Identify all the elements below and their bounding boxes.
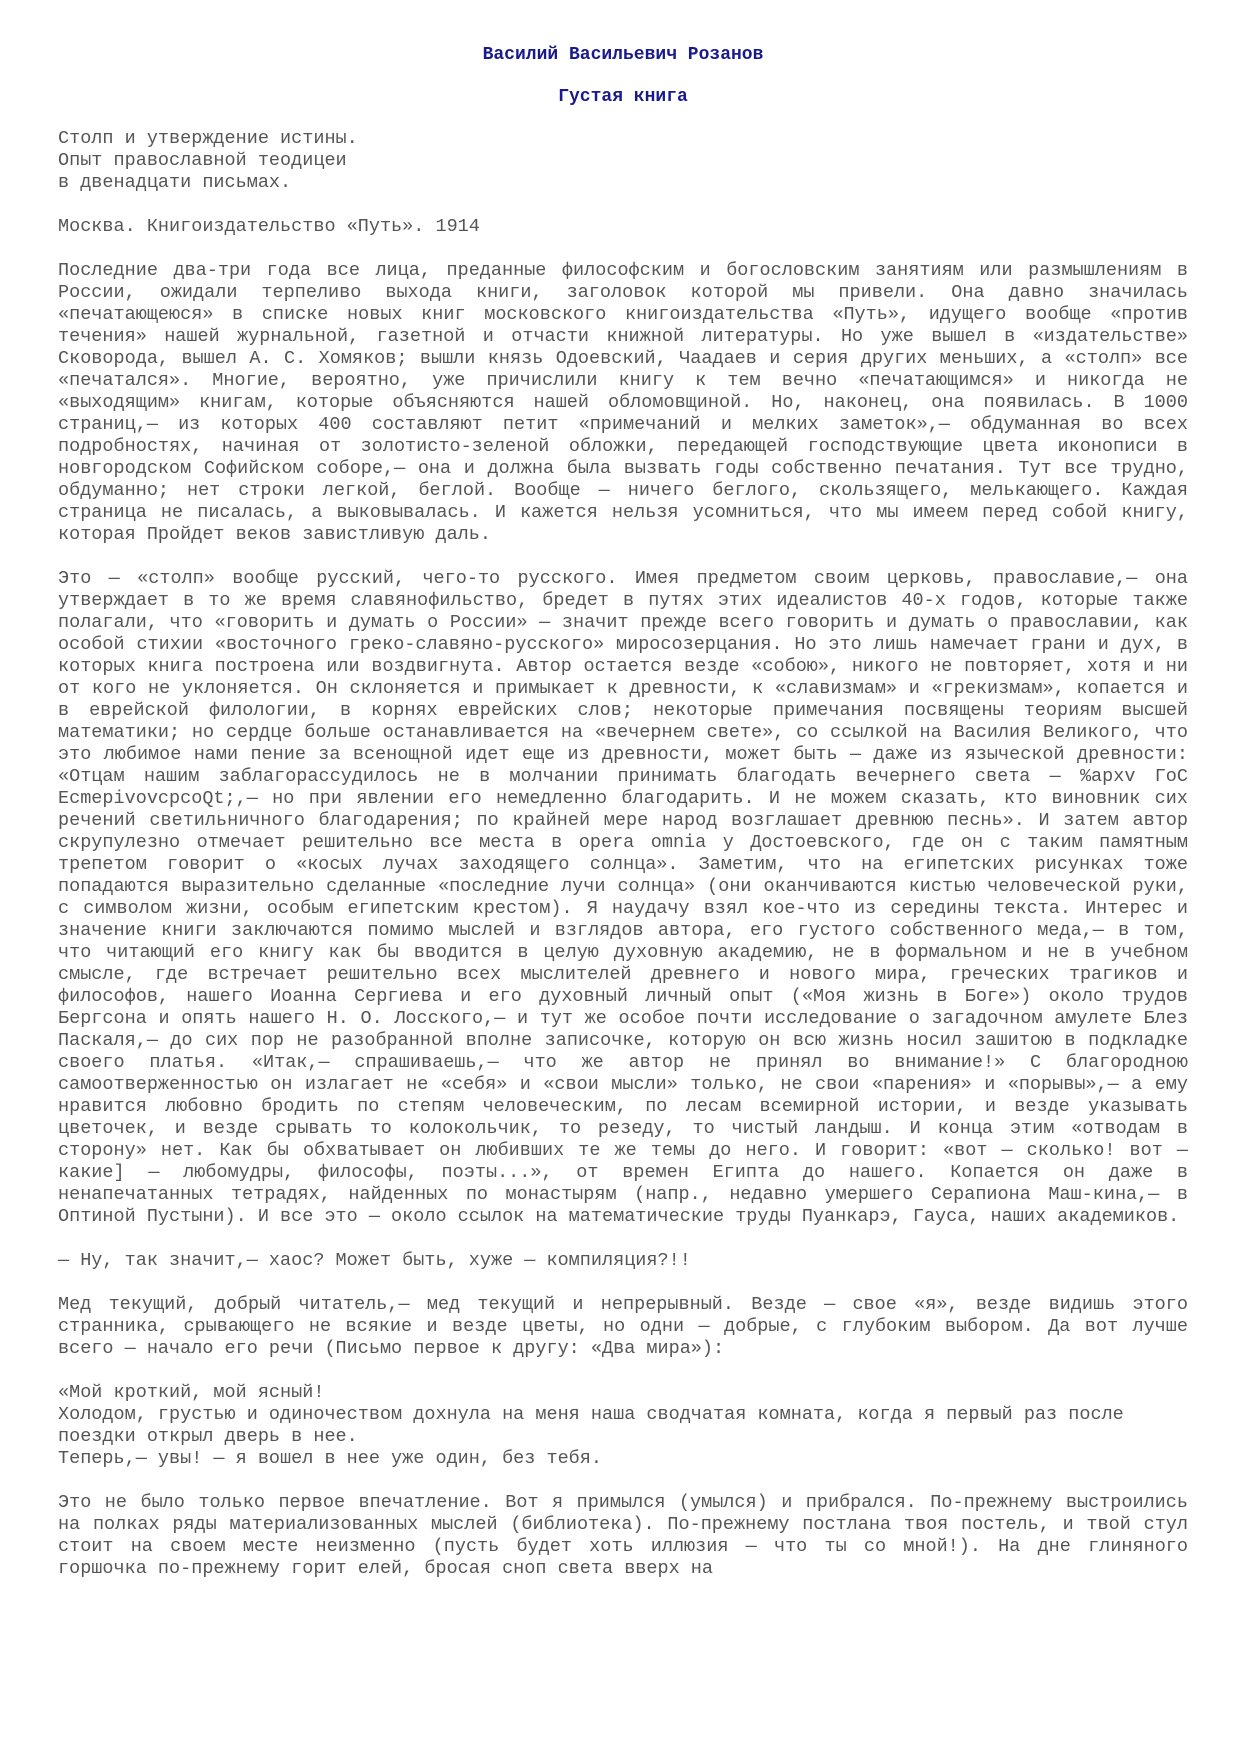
author-heading: Василий Васильевич Розанов [482,45,764,65]
paragraph: Это — «столп» вообще русский, чего-то русского. Имея предметом своим церковь, православие,— она утверждает в то же время славянофильство, бредет в путях этих идеалистов 40-х годов, которые также полагали, что «говорить и думать о России» — значит прежде всего говорить и думать о православии, как особой стихии «восточного греко-славяно-русского» миросозерцания. Но это лишь намечает грани и дух, в которых книга построена или воздвигнута. Автор остается везде «собою», никого не повторяет, хотя и ни от кого не уклоняется. Он склоняется и примыкает к древности, к «славизмам» и «грекизмам», копается и в еврейской филологии, в корнях еврейских слов; некоторые примечания посвящены теориям высшей математики; но сердце больше останавливается на «вечернем свете», со ссылкой на Василия Великого, что это любимое нами пение за всенощной идет еще из древности, может быть — даже из языческой древности: «Отцам нашим заблагорассудилось не в молчании принимать благодать вечернего света — %apxv ГоС EcmepivovcpcoQt;,— но при явлении его немедленно благодарить. И не можем сказать, кто виновник сих речений светильничного благодарения; по крайней мере народ возглашает древнюю песнь». И затем автор скрупулезно отмечает решительно все места в opera omnia у Достоевского, где он с таким памятным трепетом говорит о «косых лучах заходящего солнца». Заметим, что на египетских рисунках тоже попадаются выразительно сделанные «последние лучи солнца» (они оканчиваются кистью человеческой руки, с символом жизни, особым египетским крестом). Я наудачу взял кое-что из середины текста. Интерес и значение книги заключаются помимо мыслей и взглядов автора, его густого собственного меда,— в том, что читающий его книгу как бы вводится в целую духовную академию, не в формальном и не в учебном смысле, где встречает решительно всех мыслителей древнего и нового мира, греческих трагиков и философов, нашего Иоанна Сергиева и его духовный личный опыт («Моя жизнь в Боге») около трудов Бергсона и опять нашего Н. О. Лосского,— и тут же особое почти исследование о загадочном амулете Блез Паскаля,— до сих пор не разобранной вполне записочке, которую он всю жизнь носил зашитою в подкладке своего платья. «Итак,— спрашиваешь,— что же автор не принял во внимание!» С благородною самоотверженностью он излагает не «себя» и «свои мысли» только, не свои «парения» и «порывы»,— а ему нравится любовно бродить по степям человеческим, по лесам всемирной истории, и везде указывать цветочек, и везде срывать то колокольчик, то резеду, то чистый ландыш. И конца этим «отводам в сторону» нет. Как бы обхватывает он любивших те же темы до него. И говорит: «вот — сколько! вот — какие] — любомудры, философы, поэты...», от времен Египта до нашего. Копается он даже в ненапечатанных тетрадях, найденных по монастырям (напр., недавно умершего Серапиона Маш-кина,— в Оптиной Пустыни). И все это — около ссылок на математические труды Пуанкарэ, Гауса, наших академиков. [58,568,1188,1227]
bibliography-line: Столп и утверждение истины. [58,128,358,149]
quote-line: Теперь,— увы! — я вошел в нее уже один, без тебя. [58,1448,602,1469]
publisher-line [58,216,1188,238]
quote-line: Холодом, грустью и одиночеством дохнула на меня наша сводчатая комната, когда я первый раз после поездки открыл дверь в нее. [58,1404,1124,1447]
paragraph: Мед текущий, добрый читатель,— мед текущий и непрерывный. Везде — свое «я», везде видишь этого странника, срывающего не всякие и везде цветы, но одни — добрые, с глубоким выбором. Да вот лучше всего — начало его речи (Письмо первое к другу: «Два мира»): [58,1294,1188,1359]
publisher-text: Москва. Книгоиздательство «Путь». 1914 [58,216,480,237]
document-page [58,44,1188,1602]
paragraph: Последние два-три года все лица, преданные философским и богословским занятиям или размышлениям в России, ожидали терпеливо выхода книги, заголовок которой мы привели. Она давно значилась «печатающеюся» в списке новых книг московского книгоиздательства «Путь», идущего вообще «против течения» нашей журнальной, газетной и отчасти книжной литературы. Но уже вышел в «издательстве» Сковорода, вышел А. С. Хомяков; вышли князь Одоевский, Чаадаев и серия других меньших, а «столп» все «печатался». Многие, вероятно, уже причислили книгу к тем вечно «печатающимся» и никогда не «выходящим» книгам, которые объясняются нашей обломовщиной. Но, наконец, она появилась. В 1000 страниц,— из которых 400 составляют петит «примечаний и мелких заметок»,— обдуманная во всех подробностях, начиная от золотисто-зеленой обложки, передающей господствующие цвета иконописи в новгородском Софийском соборе,— она и должна была вызвать годы собственно печатания. Тут все трудно, обдуманно; нет строки легкой, беглой. Вообще — ничего беглого, скользящего, мелькающего. Каждая страница не писалась, а выковывалась. И кажется нельзя усомниться, что мы имеем перед собой книгу, которая Пройдет веков завистливую даль. [58,260,1188,545]
bibliography-line: в двенадцати письмах. [58,172,292,193]
bibliography-block [58,128,1188,194]
quote-greeting: «Мой кроткий, мой ясный! [58,1382,325,1403]
paragraph: Это не было только первое впечатление. Вот я примылся (умылся) и прибрался. По-прежнему выстроились на полках ряды материализованных мыслей (библиотека). По-прежнему постлана твоя постель, и твой стул стоит на своем месте неизменно (пусть будет хоть иллюзия — что ты со мной!). На дне глиняного горшочка по-прежнему горит елей, бросая сноп света вверх на [58,1492,1188,1579]
bibliography-line: Опыт православной теодицеи [58,150,347,171]
paragraph: — Ну, так значит,— хаос? Может быть, хуже — компиляция?!! [58,1250,691,1271]
quote-block [58,1382,1188,1470]
book-title: Густая книга [558,87,688,107]
